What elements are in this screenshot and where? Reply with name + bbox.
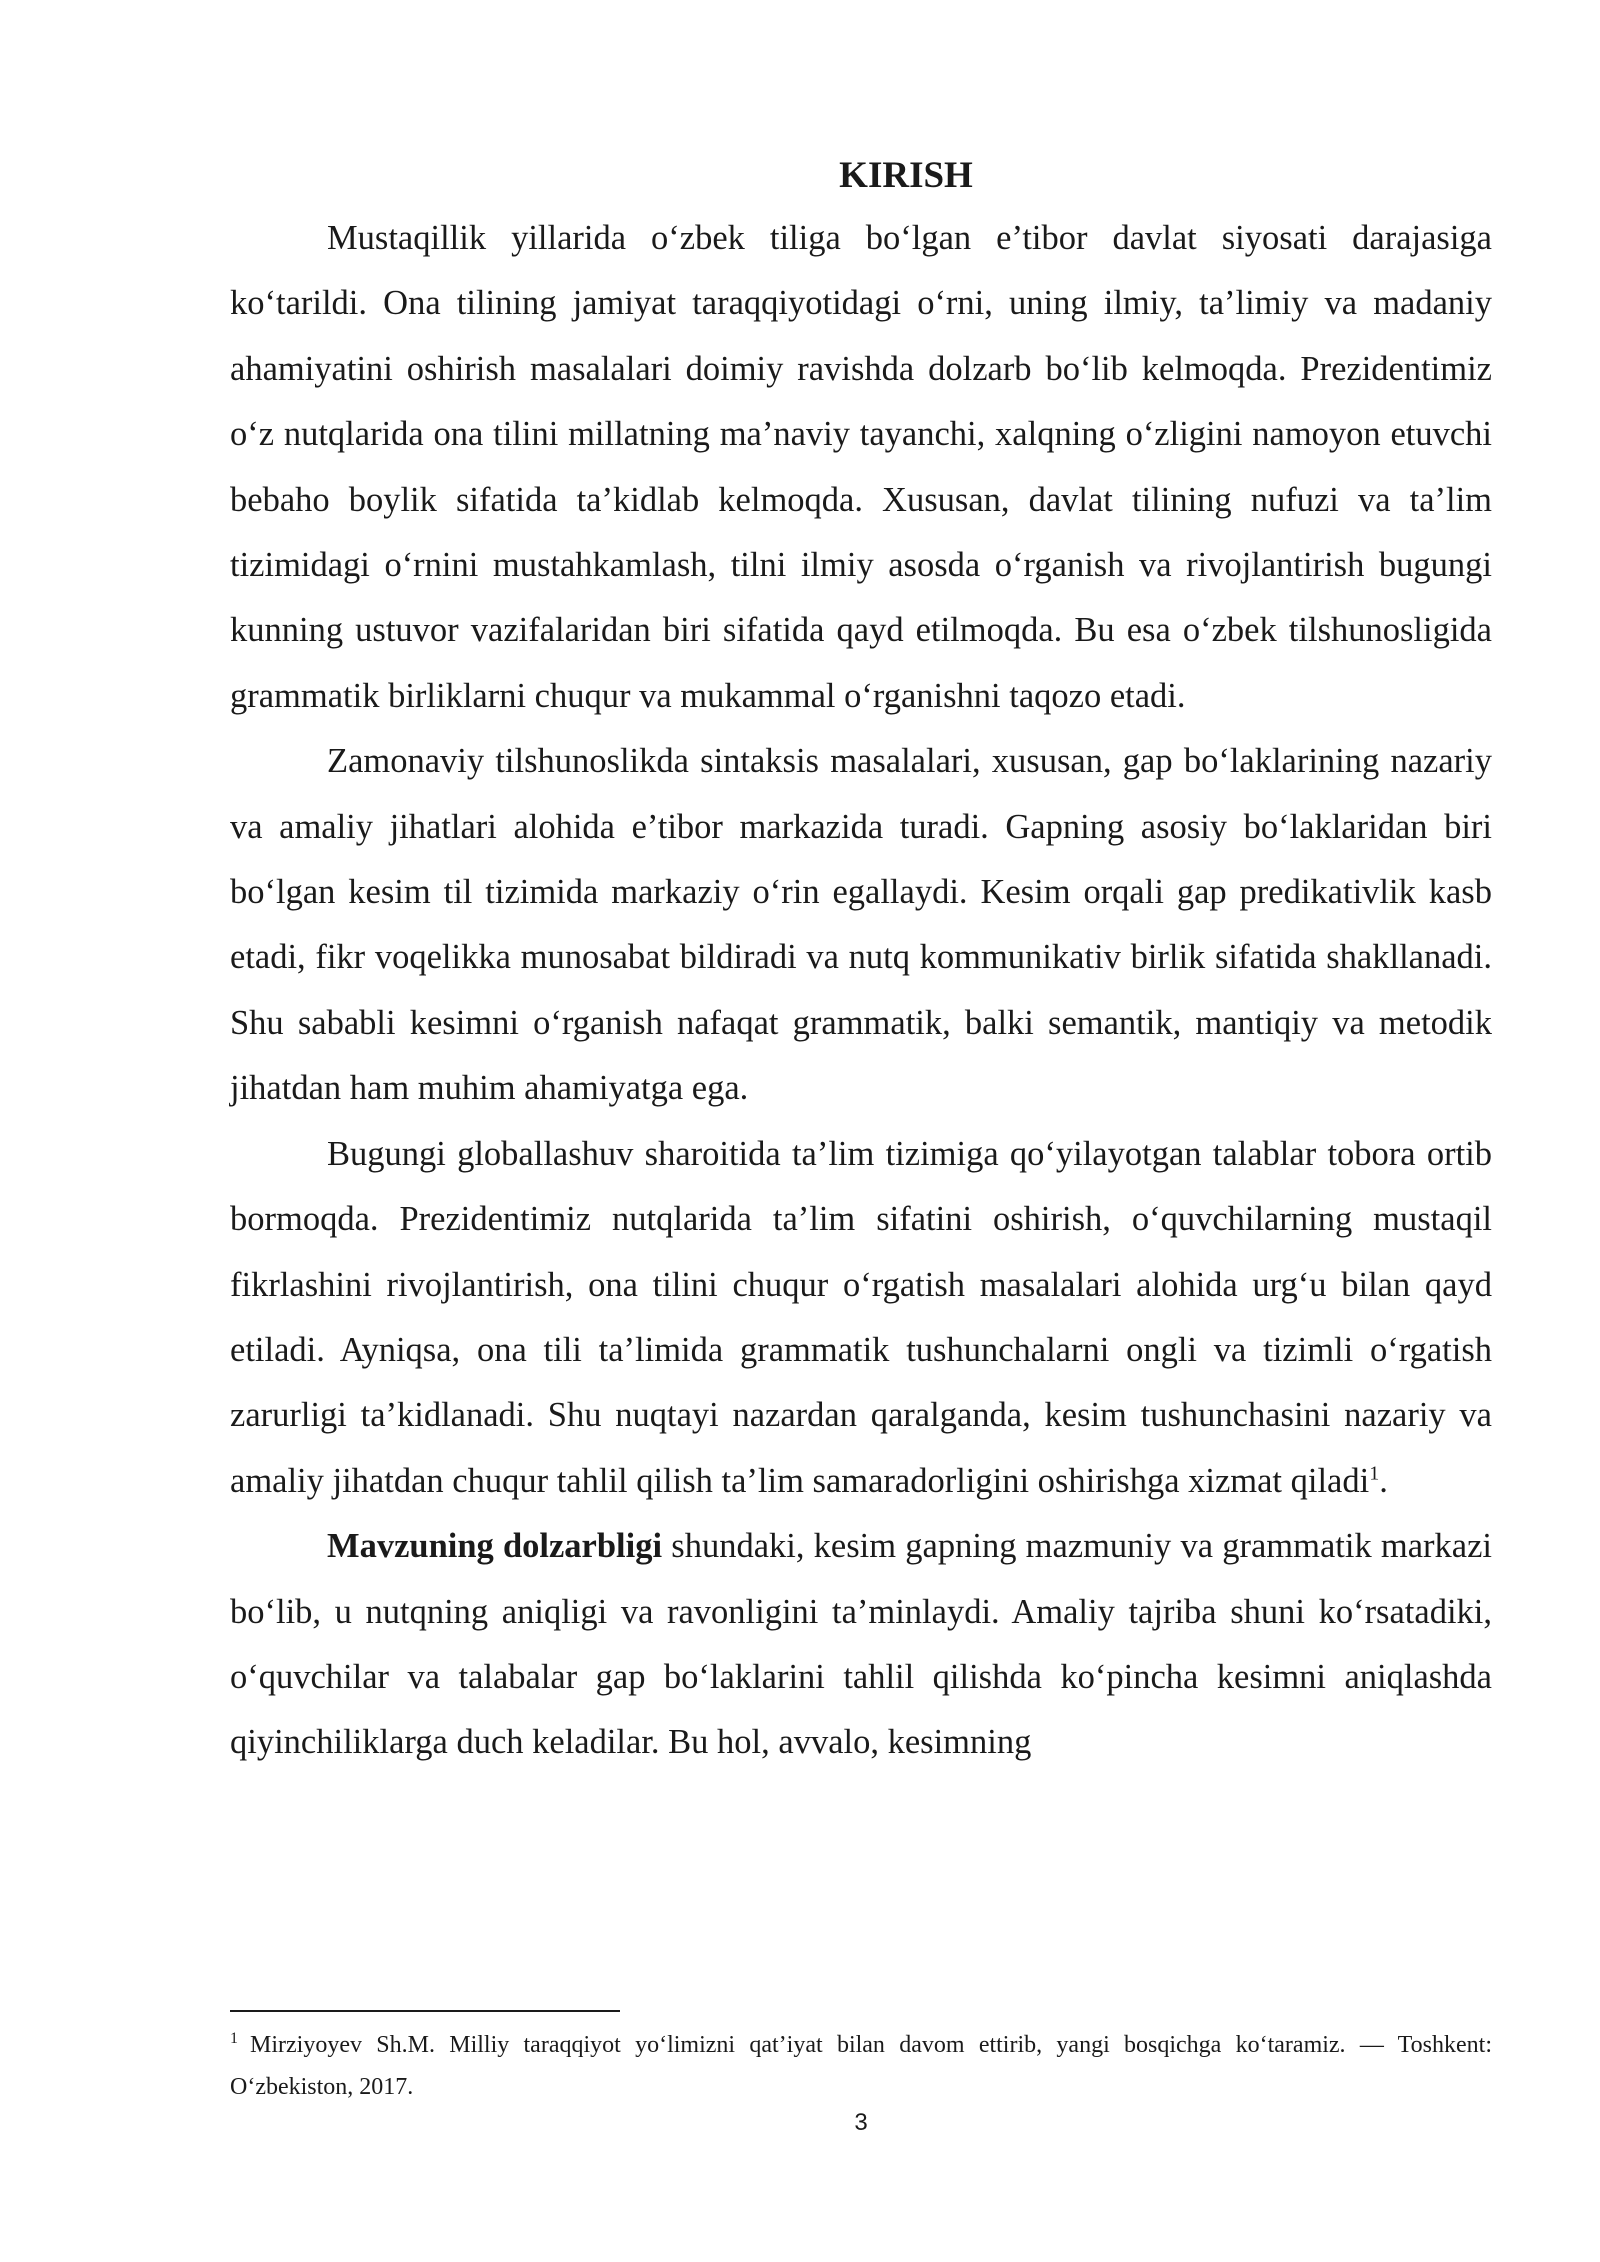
paragraph-3 — [230, 1122, 1492, 1514]
footnote — [230, 2024, 1492, 2108]
paragraph-4-text: shundaki, kesim gapning mazmuniy va grammatik markazi bo‘lib, u nutqning aniqligi va ravonligini ta’minlaydi. Amaliy tajriba shuni ko‘rsatadiki, o‘quvchilar va talabalar gap bo‘laklarini tahlil qilishda ko‘pincha kesimni aniqlashda qiyinchiliklarga duch keladilar. Bu hol, avvalo, kesimning — [230, 1527, 1492, 1762]
footnote-separator — [230, 2010, 620, 2012]
page-number: 3 — [854, 2109, 868, 2136]
footnote-reference[interactable]: 1 — [1369, 1462, 1380, 1485]
page-body — [230, 150, 1492, 1776]
paragraph-3-end: . — [1379, 1461, 1388, 1500]
paragraph-2: Zamonaviy tilshunoslikda sintaksis masalalari, xususan, gap bo‘laklarining nazariy va amaliy jihatlari alohida e’tibor markazida turadi. Gapning asosiy bo‘laklaridan biri bo‘lgan kesim til tizimida markaziy o‘rin egallaydi. Kesim orqali gap predikativlik kasb etadi, fikr voqelikka munosabat bildiradi va nutq kommunikativ birlik sifatida shakllanadi. Shu sababli kesimni o‘rganish nafaqat grammatik, balki semantik, mantiqiy va metodik jihatdan ham muhim ahamiyatga ega. — [230, 742, 1492, 1108]
paragraph-3-text: Bugungi globallashuv sharoitida ta’lim tizimiga qo‘yilayotgan talablar tobora ortib bormoqda. Prezidentimiz nutqlarida ta’lim sifatini oshirish, o‘quvchilarning mustaqil fikrlashini rivojlantirish, ona tilini chuqur o‘rgatish masalalari alohida urg‘u bilan qayd etiladi. Ayniqsa, ona tili ta’limida grammatik tushunchalarni ongli va tizimli o‘rgatish zarurligi ta’kidlanadi. Shu nuqtayi nazardan qaralganda, kesim tushunchasini nazariy va amaliy jihatdan chuqur tahlil qilish ta’lim samaradorligini oshirishga xizmat qiladi — [230, 1134, 1492, 1500]
topic-relevance-lead: Mavzuning dolzarbligi — [327, 1527, 663, 1566]
footnote-number: 1 — [230, 2030, 238, 2047]
page-title: KIRISH — [839, 155, 973, 196]
paragraph-1: Mustaqillik yillarida o‘zbek tiliga bo‘lgan e’tibor davlat siyosati darajasiga ko‘tarildi. Ona tilining jamiyat taraqqiyotidagi o‘rni, uning ilmiy, ta’limiy va madaniy ahamiyatini oshirish masalalari doimiy ravishda dolzarb bo‘lib kelmoqda. Prezidentimiz o‘z nutqlarida ona tilini millatning ma’naviy tayanchi, xalqning o‘zligini namoyon etuvchi bebaho boylik sifatida ta’kidlab kelmoqda. Xususan, davlat tilining nufuzi va ta’lim tizimidagi o‘rnini mustahkamlash, tilni ilmiy asosda o‘rganish va rivojlantirish bugungi kunning ustuvor vazifalaridan biri sifatida qayd etilmoqda. Bu esa o‘zbek tilshunosligida grammatik birliklarni chuqur va mukammal o‘rganishni taqozo etadi. — [230, 219, 1492, 715]
paragraph-4 — [230, 1514, 1492, 1776]
footnote-text: Mirziyoyev Sh.M. Milliy taraqqiyot yo‘limizni qat’iyat bilan davom ettirib, yangi bosqichga ko‘taramiz. — Toshkent: O‘zbekiston, 2017. — [230, 2032, 1492, 2100]
